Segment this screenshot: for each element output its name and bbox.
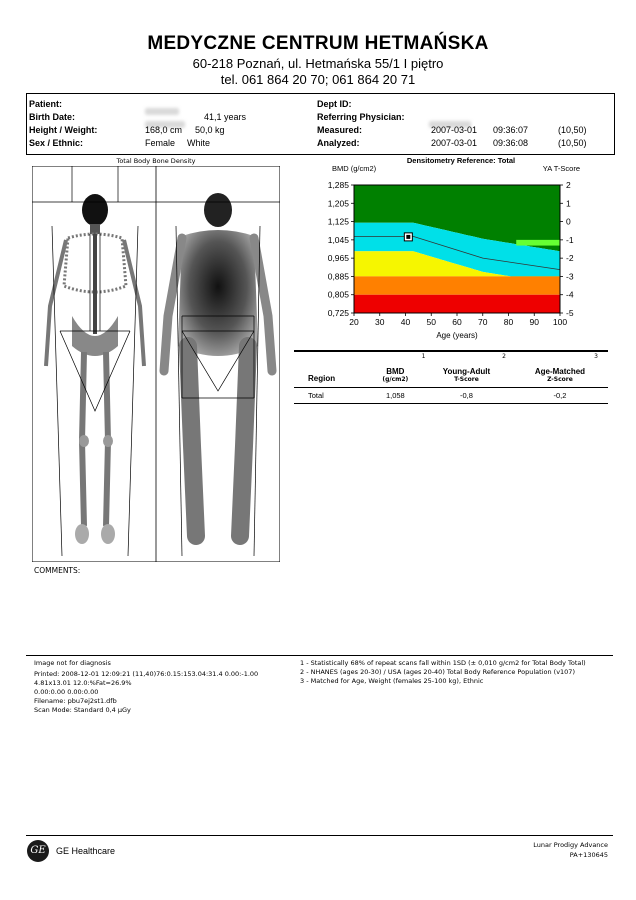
- col-z-score: [512, 351, 608, 387]
- chart-xlabel: Age (years): [436, 331, 478, 340]
- y2-tick-label: -5: [566, 308, 574, 318]
- birth-date-label: Birth Date:: [29, 112, 76, 122]
- y-tick-label: 1,045: [327, 234, 349, 245]
- x-tick-label: 30: [375, 317, 385, 327]
- patient-weight: 50,0 kg: [195, 125, 225, 135]
- y2-tick-label: 1: [566, 198, 571, 209]
- analyzed-version: (10,50): [558, 138, 587, 148]
- analyzed-date: 2007-03-01: [431, 138, 478, 148]
- y-tick-label: 0,805: [327, 289, 349, 300]
- ge-healthcare-brand: GE Healthcare: [56, 846, 116, 856]
- col-t-score: [421, 351, 512, 387]
- x-tick-label: 50: [426, 317, 436, 327]
- col-ya-label: Young-Adult: [442, 366, 491, 376]
- y-tick-label: 0,725: [327, 308, 349, 318]
- device-model: Lunar Prodigy Advance: [533, 841, 608, 849]
- y-tick-label: 0,885: [327, 271, 349, 282]
- bottom-divider: [26, 835, 613, 836]
- analyzed-time: 09:36:08: [493, 138, 529, 148]
- x-tick-label: 40: [400, 317, 411, 327]
- ge-logo: GE: [27, 840, 49, 862]
- patient-age: 41,1 years: [204, 112, 247, 122]
- chart-green-strip: [516, 240, 560, 246]
- y2-tick-label: -4: [566, 289, 574, 300]
- footnote-1-marker: 1: [421, 353, 426, 360]
- row-t-score: -0,8: [460, 390, 473, 400]
- sex-ethnic-label: Sex / Ethnic:: [29, 138, 84, 148]
- row-bmd: 1,058: [385, 390, 405, 400]
- y-tick-label: 1,285: [327, 180, 349, 190]
- y2-tick-label: 2: [566, 180, 571, 190]
- col-region: [294, 351, 370, 387]
- footnote-2-marker: 2: [502, 353, 506, 360]
- y2-tick-label: 0: [566, 216, 571, 227]
- table-row: [294, 387, 608, 403]
- printed-info: Printed: 2008-12-01 12:09:21 (11,40)76:0.15:153.04:31.4 0.00:-1.00: [34, 670, 259, 678]
- patient-info-box: [26, 93, 615, 155]
- measured-date: 2007-03-01: [431, 125, 478, 135]
- device-serial: PA+130645: [569, 851, 608, 859]
- y2-tick-label: -3: [566, 271, 574, 282]
- scan-params: 4.81x13.01 12.0:%Fat=26.9%: [34, 679, 132, 687]
- chart-band-5: [354, 295, 560, 313]
- y2-tick-label: -2: [566, 253, 574, 264]
- patient-marker-inner: [406, 235, 410, 239]
- chart-y2label: YA T-Score: [542, 164, 580, 173]
- row-region: Total: [308, 390, 324, 400]
- patient-label: Patient:: [29, 99, 63, 109]
- footer-divider: [26, 655, 613, 656]
- dept-id-label: Dept ID:: [317, 99, 352, 109]
- x-tick-label: 90: [529, 317, 539, 327]
- y-tick-label: 0,965: [327, 253, 349, 264]
- chart-title: Densitometry Reference: Total: [406, 156, 516, 165]
- chart-ylabel: BMD (g/cm2): [332, 164, 377, 173]
- chart-band-4: [354, 276, 560, 294]
- footnote-3: 3 - Matched for Age, Weight (females 25-100 kg), Ethnic: [300, 677, 484, 685]
- scan-offsets: 0.00:0.00 0.00:0.00: [34, 688, 99, 696]
- col-bmd-unit: (g/cm2): [382, 375, 409, 383]
- col-ya-sub: T-Score: [454, 375, 479, 383]
- patient-sex: Female: [145, 138, 176, 148]
- measured-version: (10,50): [558, 125, 587, 135]
- x-tick-label: 80: [503, 317, 514, 327]
- col-am-sub: Z-Score: [547, 375, 573, 383]
- clinic-address: 60-218 Poznań, ul. Hetmańska 55/1 I piętro: [192, 56, 444, 71]
- clinic-phone: tel. 061 864 20 70; 061 864 20 71: [220, 72, 416, 87]
- filename: Filename: pbu7ej2st1.dfb: [34, 697, 117, 705]
- patient-height: 168,0 cm: [145, 125, 183, 135]
- comments-label: COMMENTS:: [34, 566, 81, 575]
- y-tick-label: 1,205: [327, 198, 349, 209]
- not-for-diagnosis: Image not for diagnosis: [34, 659, 111, 667]
- measured-label: Measured:: [317, 125, 363, 135]
- height-weight-label: Height / Weight:: [29, 125, 98, 135]
- clinic-name: MEDYCZNE CENTRUM HETMAŃSKA: [147, 33, 489, 54]
- body-scan-image: [32, 166, 280, 562]
- footnote-3-marker: 3: [594, 353, 598, 360]
- col-bmd: [370, 351, 426, 387]
- patient-ethnic: White: [187, 138, 211, 148]
- footnote-1: 1 - Statistically 68% of repeat scans fall within 1SD (± 0,010 g/cm2 for Total Body Total): [300, 659, 586, 667]
- footnote-2: 2 - NHANES (ages 20-30) / USA (ages 20-40) Total Body Reference Population (v107): [300, 668, 575, 676]
- physician-label: Referring Physician:: [317, 112, 405, 122]
- x-tick-label: 20: [349, 317, 359, 327]
- y2-tick-label: -1: [566, 234, 574, 245]
- x-tick-label: 70: [478, 317, 488, 327]
- results-table-wrap: [294, 350, 608, 404]
- y-tick-label: 1,125: [327, 216, 349, 227]
- col-bmd-label: BMD: [386, 366, 405, 376]
- x-tick-label: 100: [552, 317, 568, 327]
- densitometry-chart: [300, 154, 600, 344]
- analyzed-label: Analyzed:: [317, 138, 360, 148]
- x-tick-label: 60: [452, 317, 462, 327]
- col-region-text: Region: [308, 373, 336, 383]
- measured-time: 09:36:07: [493, 125, 529, 135]
- scan-title: Total Body Bone Density: [116, 157, 196, 165]
- row-z-score: -0,2: [553, 390, 567, 400]
- results-table: [294, 350, 608, 404]
- col-am-label: Age-Matched: [534, 366, 586, 376]
- scan-mode: Scan Mode: Standard 0,4 µGy: [34, 706, 131, 714]
